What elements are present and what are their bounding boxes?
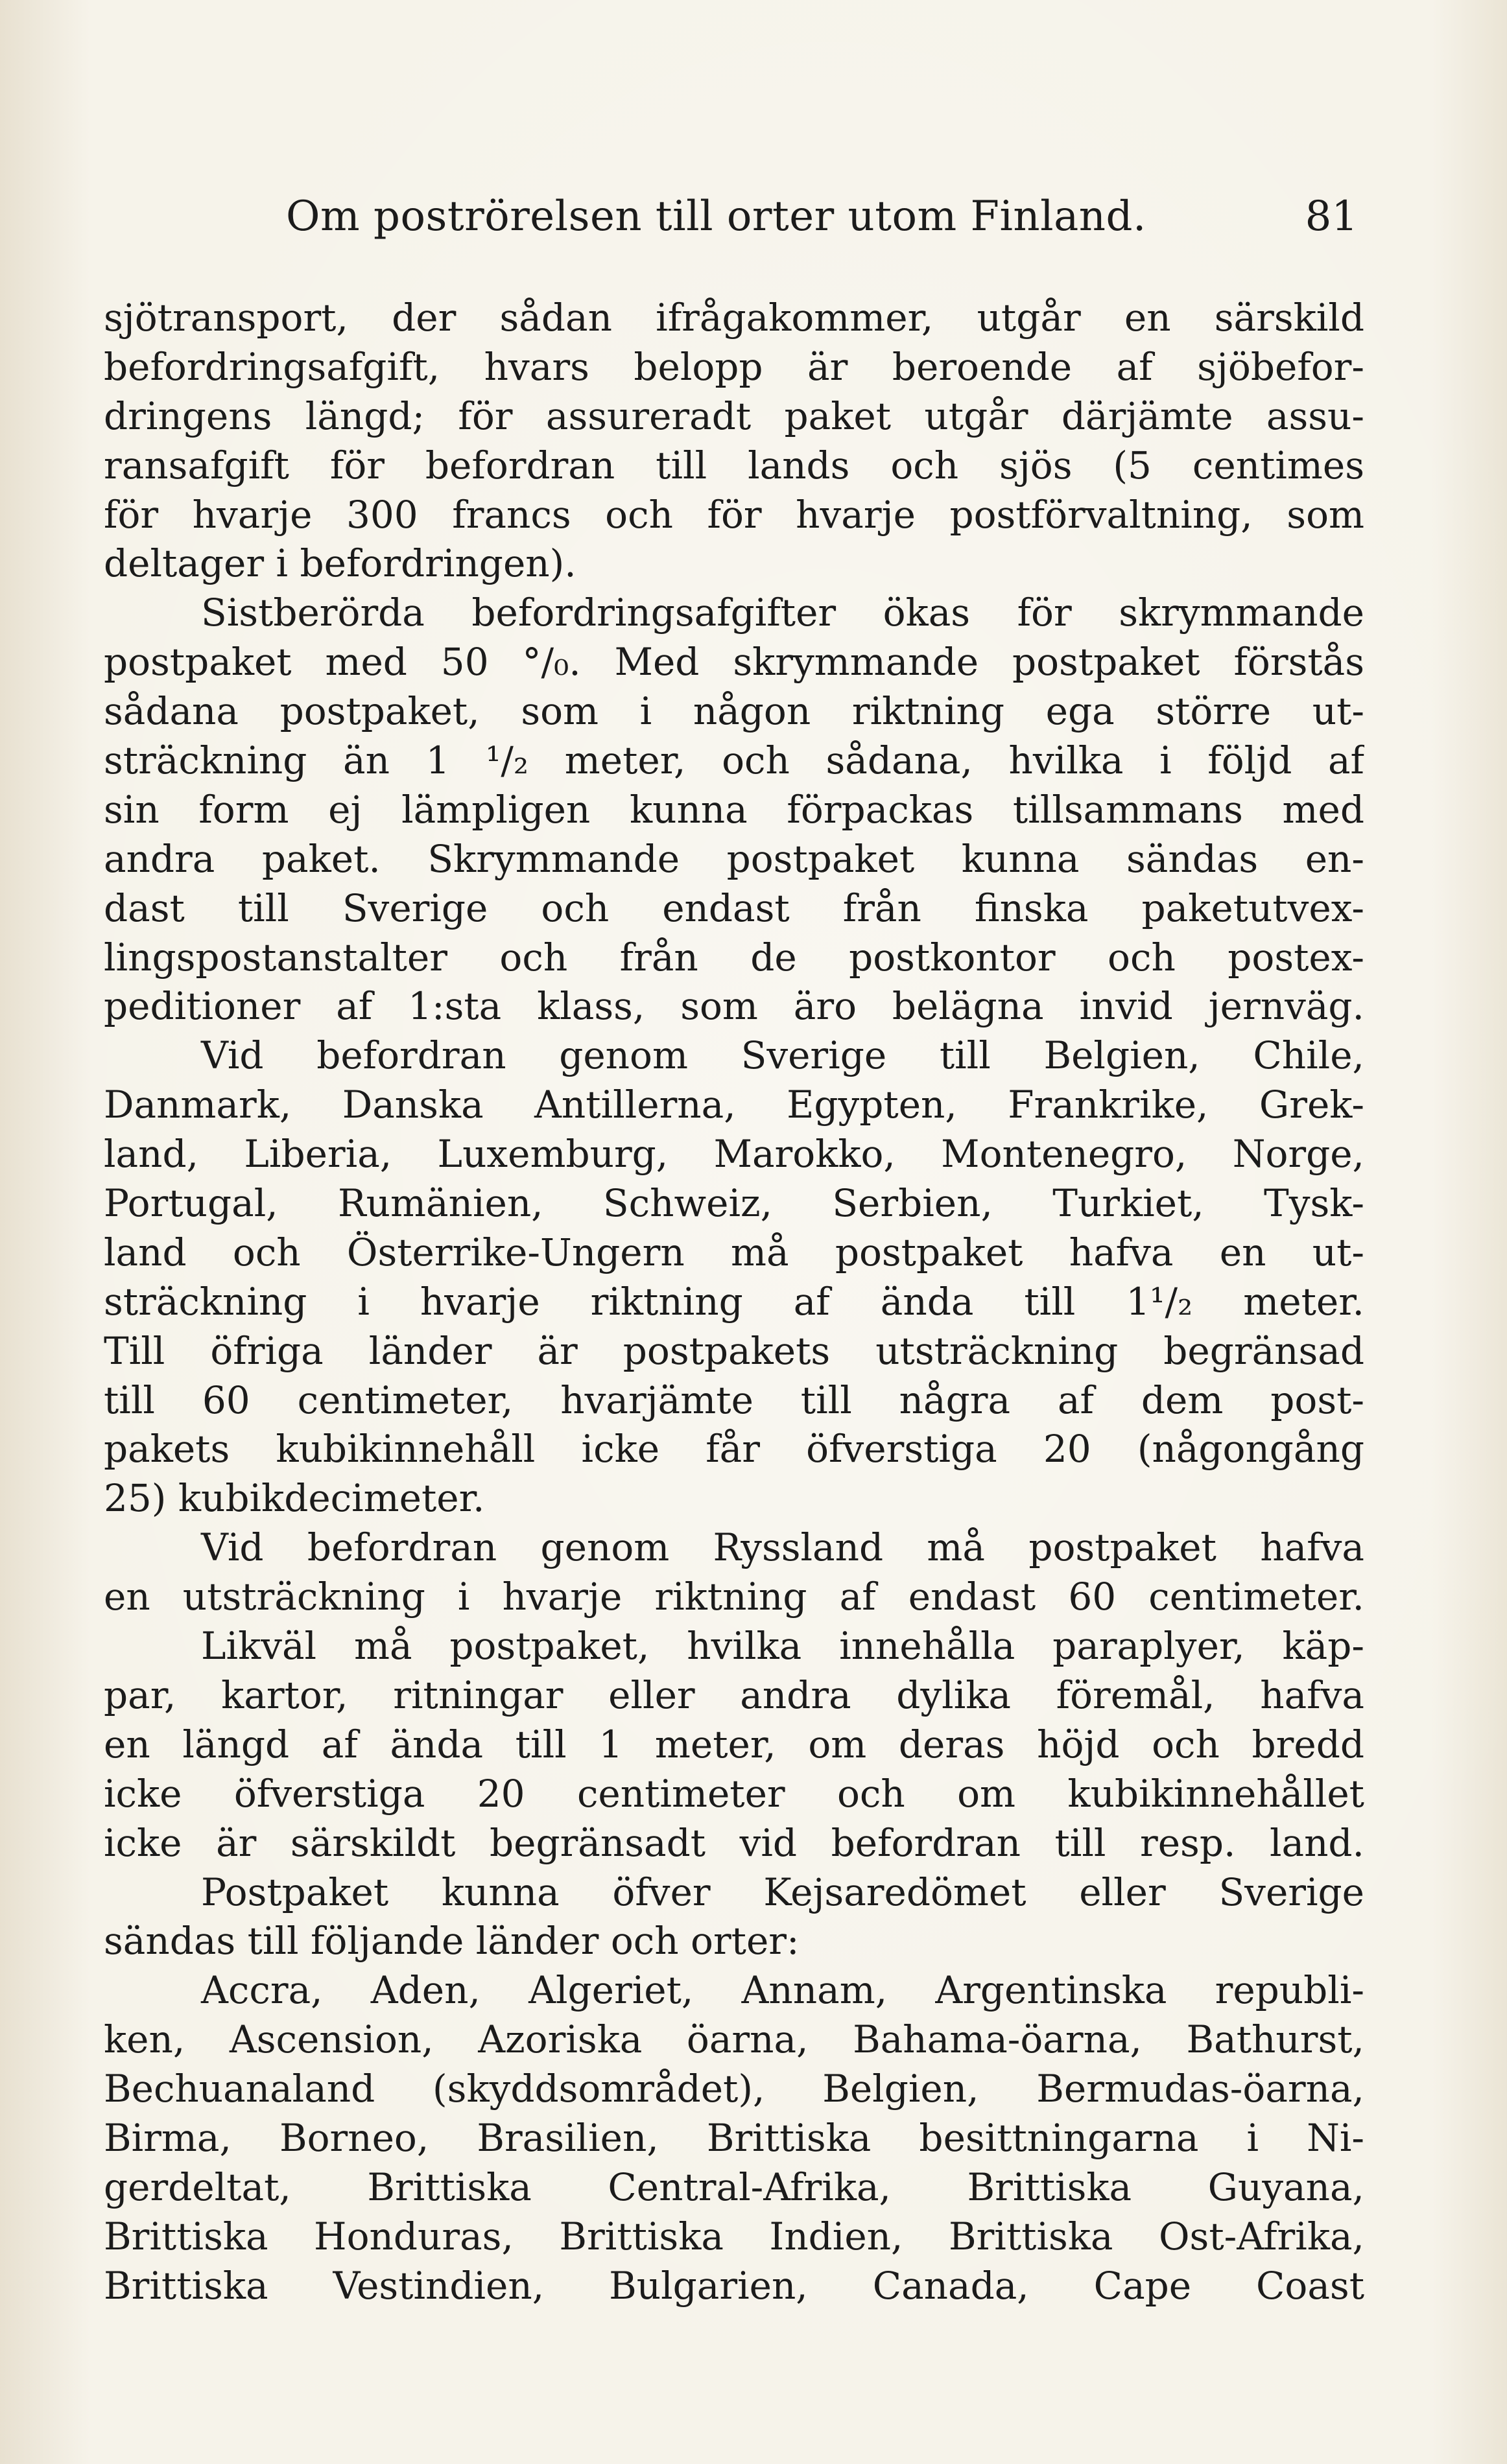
text-line: icke är särskildt begränsadt vid befordran till resp. land. [104, 1820, 1364, 1865]
text-line: sjötransport, der sådan ifrågakommer, utgår en särskild [104, 296, 1364, 340]
paragraph-start-line: Accra, Aden, Algeriet, Annam, Argentinska republi- [201, 1968, 1364, 2013]
text-line: ken, Ascension, Azoriska öarna, Bahama-öarna, Bathurst, [104, 2017, 1364, 2062]
page-header [104, 191, 1364, 242]
text-line: deltager i befordringen). [104, 541, 576, 586]
body-text [104, 294, 1364, 2311]
text-line: dringens längd; för assureradt paket utgår därjämte assu- [104, 393, 1364, 438]
text-line: Portugal, Rumänien, Schweiz, Serbien, Turkiet, Tysk- [104, 1181, 1364, 1226]
text-line: par, kartor, ritningar eller andra dylika föremål, hafva [104, 1672, 1364, 1717]
text-line: andra paket. Skrymmande postpaket kunna sändas en- [104, 836, 1364, 881]
text-line: pakets kubikinnehåll icke får öfverstiga 20 (någongång [104, 1427, 1364, 1472]
text-line: befordringsafgift, hvars belopp är beroende af sjöbefor- [104, 344, 1364, 389]
text-line: lingspostanstalter och från de postkontor och postex- [104, 935, 1364, 980]
paragraph-start-line: Postpaket kunna öfver Kejsaredömet eller Sverige [201, 1870, 1364, 1914]
text-line: Brittiska Vestindien, Bulgarien, Canada, Cape Coast [104, 2263, 1364, 2308]
text-line: en längd af ända till 1 meter, om deras höjd och bredd [104, 1722, 1364, 1766]
text-line: för hvarje 300 francs och för hvarje postförvaltning, som [104, 492, 1364, 537]
text-line: sträckning i hvarje riktning af ända till 1¹/₂ meter. [104, 1279, 1364, 1324]
text-line: land och Österrike-Ungern må postpaket hafva en ut- [104, 1230, 1364, 1274]
paragraph-start-line: Vid befordran genom Sverige till Belgien, Chile, [201, 1033, 1364, 1078]
text-line: Birma, Borneo, Brasilien, Brittiska besittningarna i Ni- [104, 2115, 1364, 2160]
text-line: Bechuanaland (skyddsområdet), Belgien, Bermudas-öarna, [104, 2067, 1364, 2111]
paragraph-start-line: Likväl må postpaket, hvilka innehålla paraplyer, käp- [201, 1624, 1364, 1669]
text-line: sändas till följande länder och orter: [104, 1919, 800, 1964]
text-line: en utsträckning i hvarje riktning af endast 60 centimeter. [104, 1575, 1364, 1619]
paragraph-start-line: Sistberörda befordringsafgifter ökas för skrymmande [201, 591, 1364, 635]
text-line: dast till Sverige och endast från finska paketutvex- [104, 886, 1364, 930]
text-line: sin form ej lämpligen kunna förpackas tillsammans med [104, 787, 1364, 832]
running-title: Om poströrelsen till orter utom Finland. [286, 193, 1146, 241]
text-line: ransafgift för befordran till lands och sjös (5 centimes [104, 443, 1364, 487]
text-line: peditioner af 1:sta klass, som äro belägna invid jernväg. [104, 984, 1364, 1029]
text-line: sådana postpaket, som i någon riktning ega större ut- [104, 689, 1364, 734]
paragraph-start-line: Vid befordran genom Ryssland må postpaket hafva [201, 1525, 1364, 1570]
page-number: 81 [1305, 193, 1358, 241]
text-line: Till öfriga länder är postpakets utsträckning begränsad [104, 1328, 1364, 1373]
text-line: Brittiska Honduras, Brittiska Indien, Brittiska Ost-Afrika, [104, 2214, 1364, 2259]
text-line: land, Liberia, Luxemburg, Marokko, Montenegro, Norge, [104, 1132, 1364, 1177]
text-line: Danmark, Danska Antillerna, Egypten, Frankrike, Grek- [104, 1083, 1364, 1127]
text-line: till 60 centimeter, hvarjämte till några af dem post- [104, 1378, 1364, 1422]
text-line: icke öfverstiga 20 centimeter och om kubikinnehållet [104, 1771, 1364, 1816]
text-line: gerdeltat, Brittiska Central-Afrika, Brittiska Guyana, [104, 2165, 1364, 2209]
text-line: sträckning än 1 ¹/₂ meter, och sådana, hvilka i följd af [104, 738, 1364, 783]
text-line: postpaket med 50 °/₀. Med skrymmande postpaket förstås [104, 640, 1364, 685]
text-line: 25) kubikdecimeter. [104, 1476, 485, 1521]
